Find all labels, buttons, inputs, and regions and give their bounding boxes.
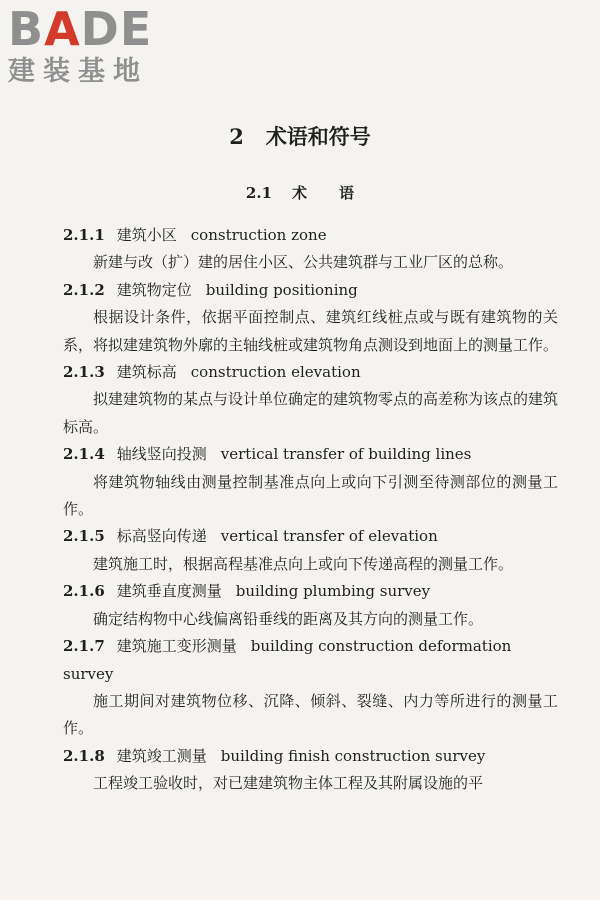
term-en: building plumbing survey [235, 582, 431, 601]
term-zh: 建筑垂直度测量 [116, 582, 222, 601]
term-zh: 建筑施工变形测量 [116, 637, 237, 656]
term-en: building positioning [205, 280, 358, 299]
term-number: 2.1.2 [63, 280, 105, 299]
term-number: 2.1.3 [63, 363, 105, 382]
chapter-title: 术语和符号 [265, 124, 371, 149]
term-en: construction zone [190, 226, 327, 244]
term-heading [63, 633, 558, 688]
term-zh: 轴线竖向投测 [116, 445, 207, 464]
term-definition: 拟建建筑物的某点与设计单位确定的建筑物零点的高差称为该点的建筑标高。 [63, 390, 559, 436]
term-number: 2.1.8 [63, 746, 105, 765]
term-number: 2.1.1 [63, 226, 105, 244]
section-number: 2.1 [245, 184, 273, 202]
term-number: 2.1.5 [63, 527, 105, 546]
logo-letter-a-accent: A [44, 2, 81, 56]
term-number: 2.1.4 [63, 445, 105, 464]
term-definition: 新建与改（扩）建的居住小区、公共建筑群与工业厂区的总称。 [93, 253, 514, 272]
term-en: construction elevation [190, 363, 361, 382]
term-zh: 建筑物定位 [116, 280, 192, 299]
term-en: vertical transfer of elevation [220, 527, 438, 546]
term-zh: 建筑小区 [116, 226, 177, 244]
chapter-heading [0, 122, 600, 152]
term-definition: 将建筑物轴线由测量控制基准点向上或向下引测至待测部位的测量工作。 [63, 472, 558, 519]
term-definition: 施工期间对建筑物位移、沉降、倾斜、裂缝、内力等所进行的测量工作。 [63, 691, 558, 738]
section-title-char-1: 术 [292, 184, 308, 202]
term-zh: 建筑标高 [116, 363, 177, 382]
term-heading [63, 222, 558, 249]
term-en: building finish construction survey [220, 746, 486, 765]
term-heading [63, 359, 558, 386]
term-zh: 建筑竣工测量 [116, 746, 207, 765]
logo-subtitle: 建装基地 [8, 56, 148, 87]
term-heading [63, 523, 558, 550]
term-number: 2.1.6 [63, 582, 105, 601]
term-definition: 根据设计条件，依据平面控制点、建筑红线桩点或与既有建筑物的关系，将拟建建筑物外廓的主轴线桩或建筑物角点测设到地面上的测量工作。 [63, 308, 559, 354]
section-title-char-2: 语 [339, 184, 355, 202]
section-heading [0, 181, 600, 205]
term-definition: 工程竣工验收时，对已建建筑物主体工程及其附属设施的平 [93, 774, 484, 793]
term-heading [63, 743, 558, 770]
logo-wordmark [8, 2, 178, 56]
term-heading [63, 277, 558, 304]
term-heading [63, 441, 558, 468]
term-en: building construction deformation survey [63, 637, 512, 683]
term-number: 2.1.7 [63, 637, 105, 656]
logo-letters-de: DE [80, 2, 153, 56]
chapter-number: 2 [229, 124, 244, 149]
bade-logo [8, 2, 178, 88]
term-definition: 确定结构物中心线偏离铅垂线的距离及其方向的测量工作。 [93, 609, 484, 628]
terms-list [63, 222, 558, 798]
term-zh: 标高竖向传递 [116, 527, 207, 546]
term-en: vertical transfer of building lines [220, 445, 472, 464]
term-definition: 建筑施工时，根据高程基准点向上或向下传递高程的测量工作。 [93, 554, 514, 573]
term-heading [63, 578, 558, 605]
logo-letter-b: B [8, 2, 45, 56]
